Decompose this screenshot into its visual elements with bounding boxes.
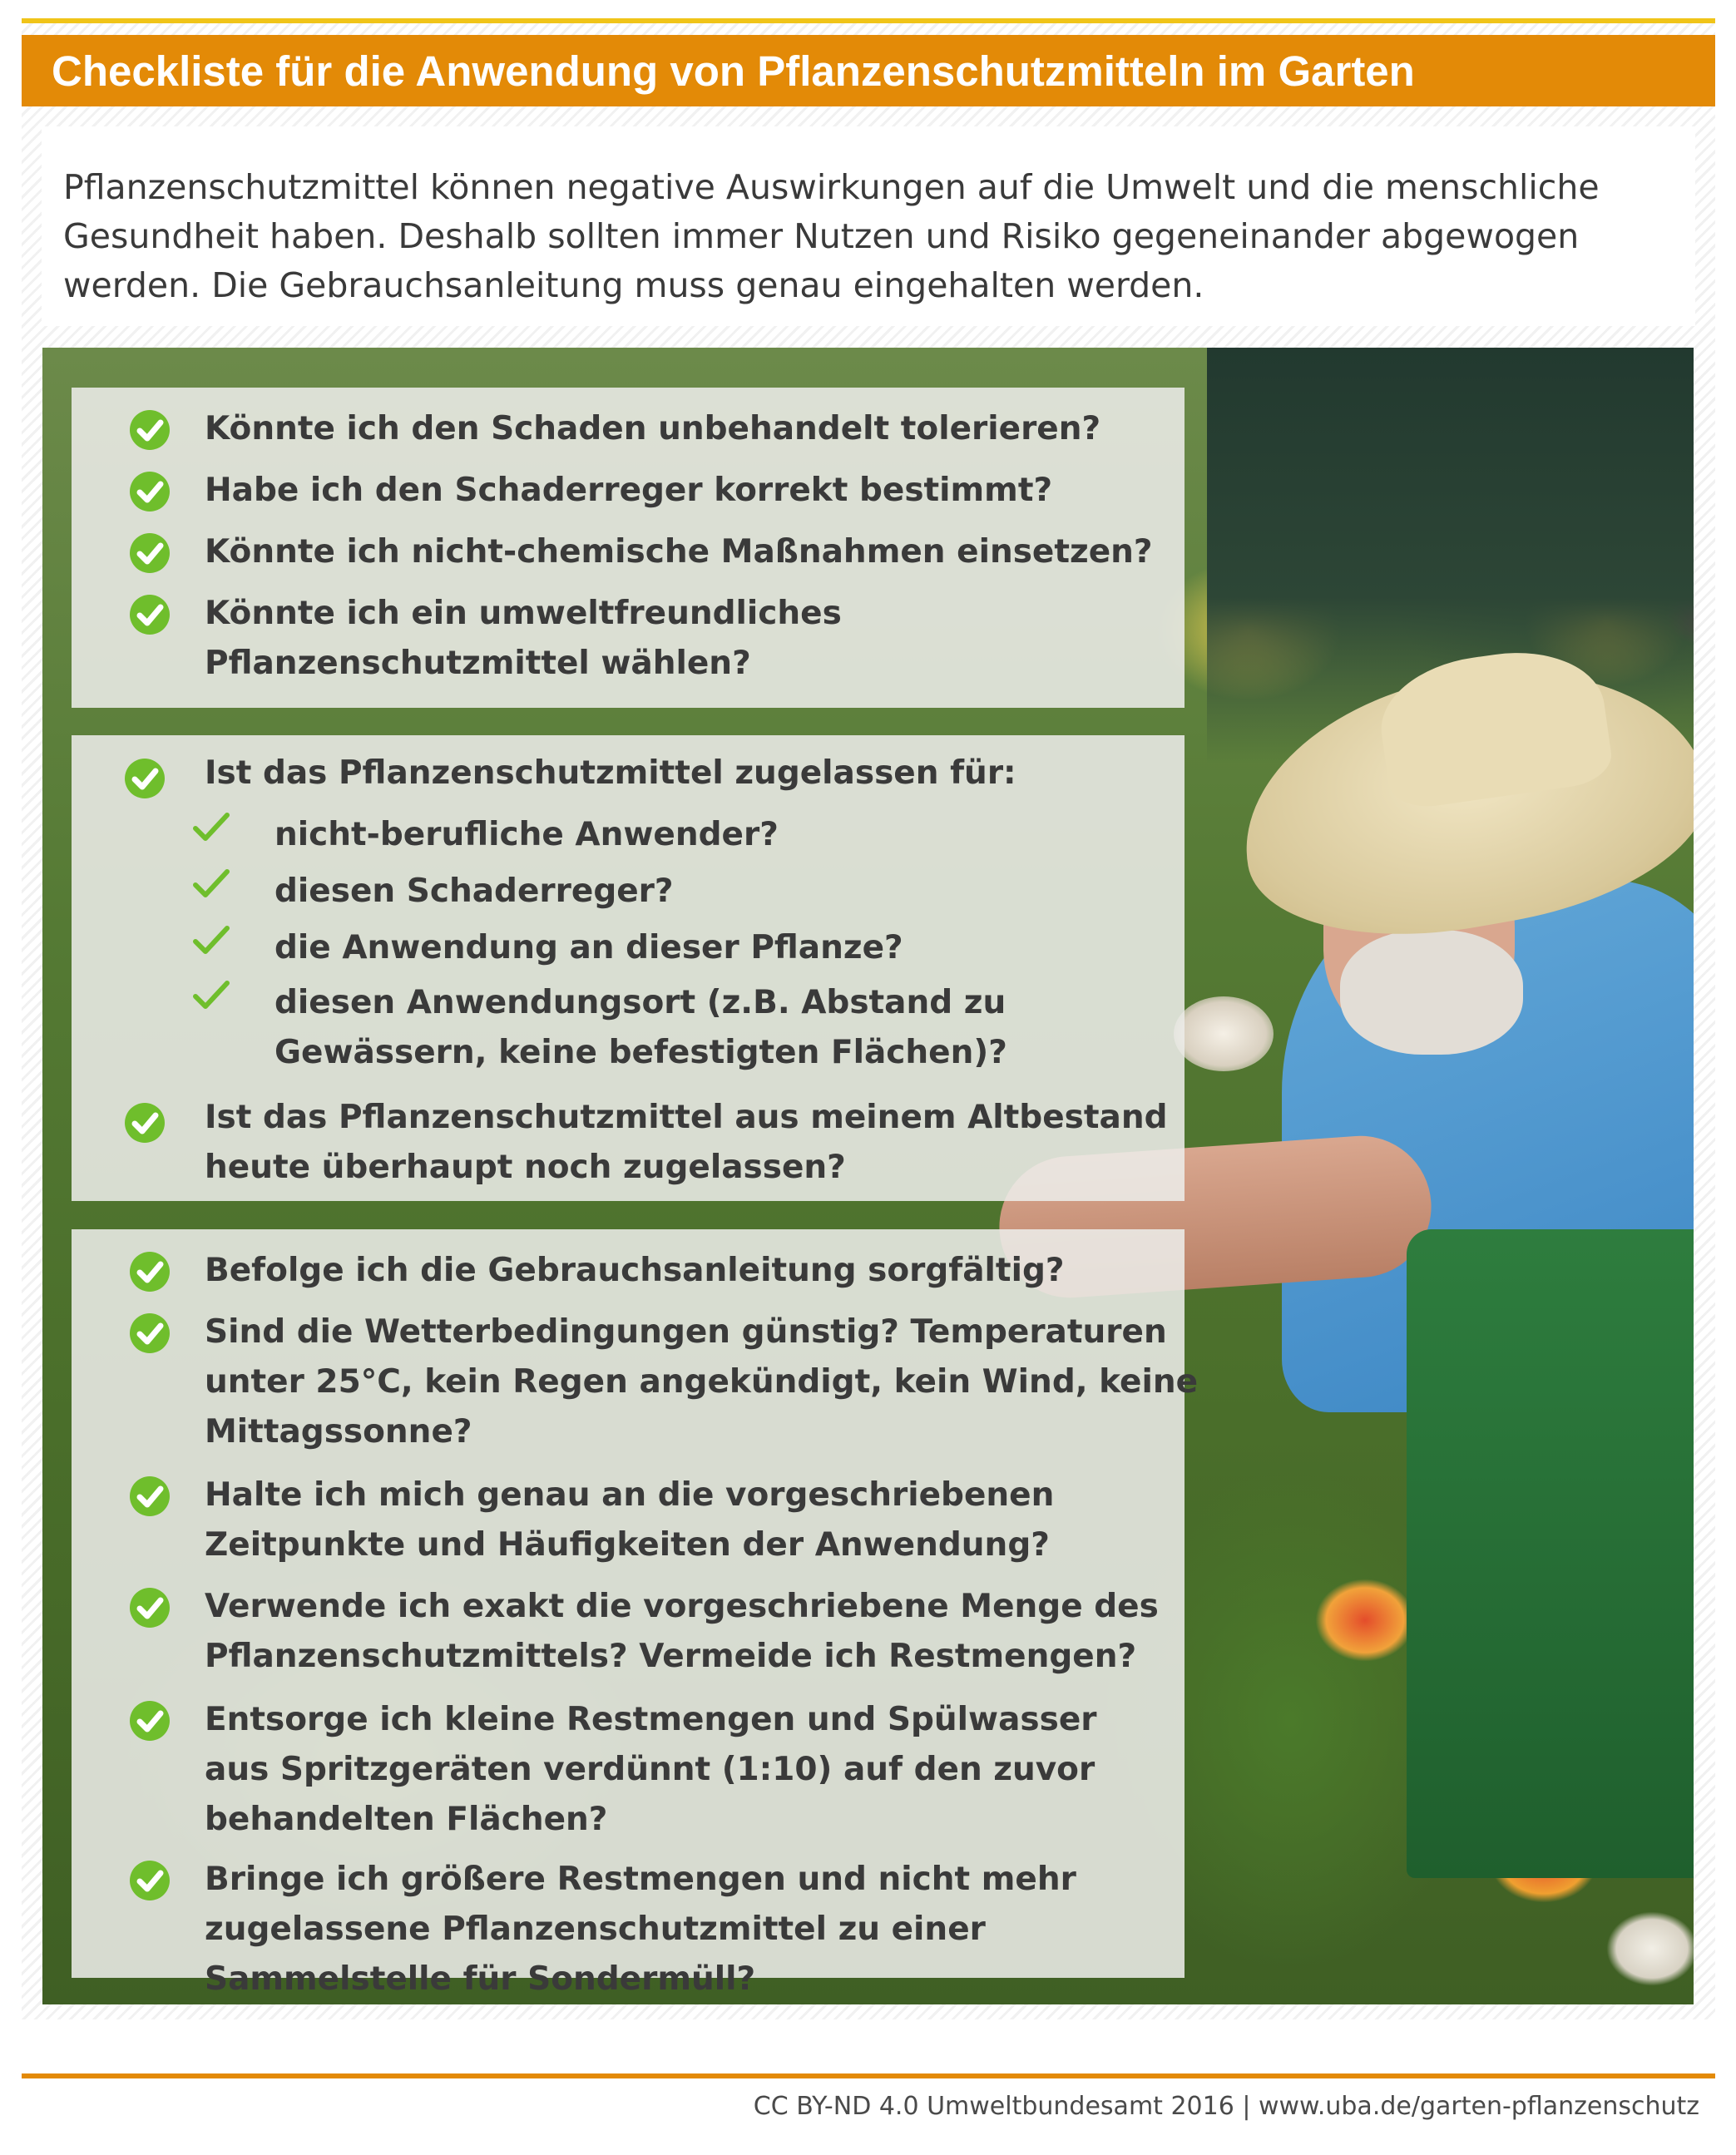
check-circle-icon — [125, 759, 165, 798]
item-text: Entsorge ich kleine Restmengen und Spülwasser — [205, 1701, 1097, 1738]
check-circle-icon — [130, 1861, 170, 1900]
flower-shape — [1606, 1911, 1694, 1986]
sub-item-text: diesen Anwendungsort (z.B. Abstand zu — [274, 984, 1006, 1021]
item-text: zugelassene Pflanzenschutzmittel zu einer — [205, 1910, 986, 1948]
intro-line: Pflanzenschutzmittel können negative Auswirkungen auf die Umwelt und die menschliche — [63, 167, 1600, 207]
check-circle-icon — [130, 1313, 170, 1353]
item-text: Sammelstelle für Sondermüll? — [205, 1960, 756, 1998]
check-circle-icon — [130, 410, 170, 450]
check-circle-icon — [130, 1476, 170, 1516]
item-text: Bringe ich größere Restmengen und nicht mehr — [205, 1861, 1076, 1898]
beard-shape — [1340, 930, 1523, 1055]
item-text: Zeitpunkte und Häufigkeiten der Anwendung? — [205, 1526, 1050, 1564]
check-circle-icon — [130, 595, 170, 635]
sub-item-text: diesen Schaderreger? — [274, 872, 674, 910]
item-text: Ist das Pflanzenschutzmittel zugelassen für: — [205, 754, 1016, 792]
item-text: Habe ich den Schaderreger korrekt bestimmt? — [205, 472, 1053, 509]
check-circle-icon — [130, 533, 170, 573]
sub-item-text: Gewässern, keine befestigten Flächen)? — [274, 1034, 1007, 1071]
check-circle-icon — [125, 1103, 165, 1143]
check-circle-icon — [130, 1588, 170, 1628]
title-bar — [22, 35, 1715, 106]
sub-item-text: die Anwendung an dieser Pflanze? — [274, 929, 903, 966]
apron-shape — [1407, 1229, 1694, 1878]
item-text: aus Spritzgeräten verdünnt (1:10) auf den zuvor — [205, 1751, 1096, 1788]
checklist-panel-2 — [72, 735, 1185, 1201]
intro-text — [42, 126, 1695, 326]
intro-line: werden. Die Gebrauchsanleitung muss genau eingehalten werden. — [63, 265, 1204, 305]
item-text: heute überhaupt noch zugelassen? — [205, 1149, 846, 1186]
check-circle-icon — [130, 472, 170, 512]
item-text: Sind die Wetterbedingungen günstig? Temperaturen — [205, 1313, 1167, 1351]
item-text: Befolge ich die Gebrauchsanleitung sorgfältig? — [205, 1252, 1065, 1289]
intro-line: Gesundheit haben. Deshalb sollten immer Nutzen und Risiko gegeneinander abgewogen — [63, 216, 1580, 256]
gardener-photo — [42, 348, 1694, 2004]
flower-shape — [1315, 1579, 1415, 1662]
item-text: Könnte ich nicht-chemische Maßnahmen einsetzen? — [205, 533, 1153, 571]
sub-item-text: nicht-berufliche Anwender? — [274, 816, 779, 853]
item-text: Ist das Pflanzenschutzmittel aus meinem Altbestand — [205, 1099, 1168, 1136]
checkmark-icon — [192, 812, 230, 845]
check-circle-icon — [130, 1701, 170, 1741]
item-text: Halte ich mich genau an die vorgeschriebenen — [205, 1476, 1055, 1514]
bottom-rule — [22, 2073, 1715, 2078]
item-text: Könnte ich ein umweltfreundliches — [205, 595, 842, 632]
footer-credit: CC BY-ND 4.0 Umweltbundesamt 2016 | www.uba.de/garten-pflanzenschutz — [753, 2092, 1699, 2121]
item-text: Mittagssonne? — [205, 1413, 472, 1451]
checkmark-icon — [192, 925, 230, 958]
item-text: behandelten Flächen? — [205, 1801, 608, 1838]
item-text: Pflanzenschutzmittel wählen? — [205, 645, 751, 682]
checklist-panel-1 — [72, 388, 1185, 708]
item-text: Könnte ich den Schaden unbehandelt tolerieren? — [205, 410, 1101, 447]
checkmark-icon — [192, 868, 230, 902]
item-text: Verwende ich exakt die vorgeschriebene Menge des — [205, 1588, 1159, 1625]
checkmark-icon — [192, 980, 230, 1013]
item-text: Pflanzenschutzmittels? Vermeide ich Restmengen? — [205, 1638, 1137, 1675]
item-text: unter 25°C, kein Regen angekündigt, kein Wind, keine — [205, 1363, 1199, 1401]
checklist-panel-3 — [72, 1229, 1199, 1998]
check-circle-icon — [130, 1252, 170, 1292]
flower-shape — [1174, 996, 1274, 1071]
page-title: Checkliste für die Anwendung von Pflanzenschutzmitteln im Garten — [52, 47, 1415, 95]
